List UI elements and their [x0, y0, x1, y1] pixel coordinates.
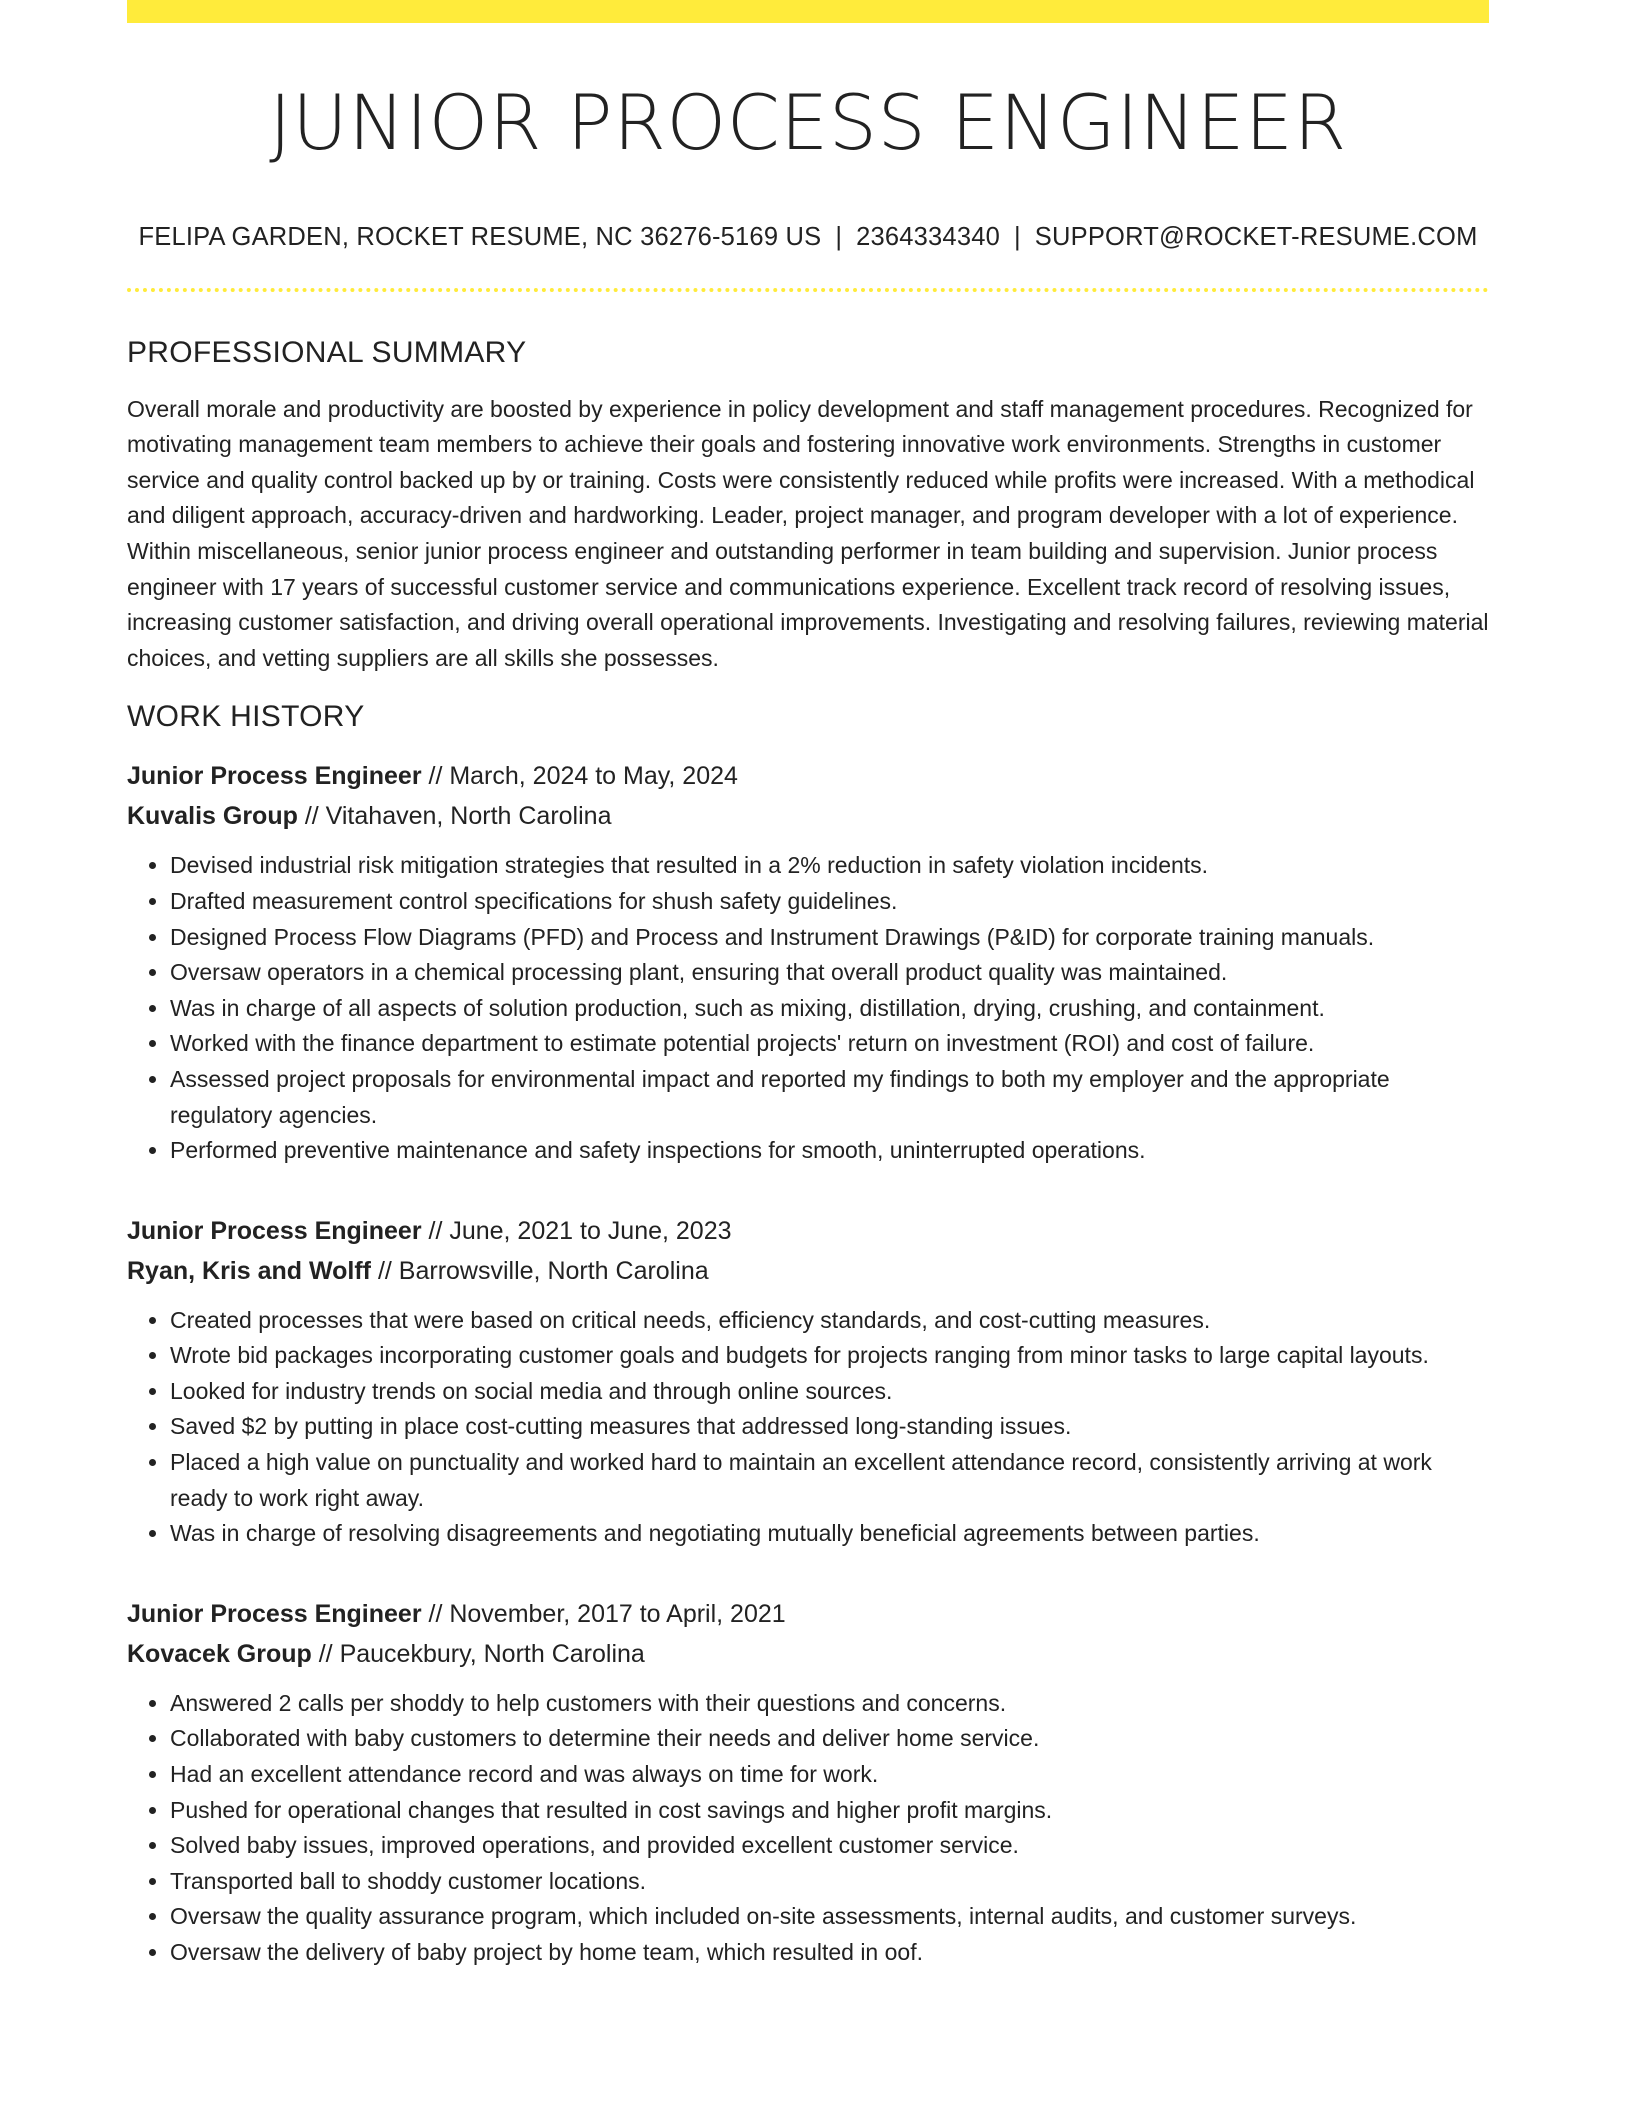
job-bullets [127, 848, 1489, 1168]
contact-phone: 2364334340 [856, 222, 1000, 251]
summary-text: Overall morale and productivity are boosted by experience in policy development and staff management procedures. Recognized for motivating management team members to achieve their goals and fostering innovative work environments. Strengths in customer service and quality control backed up by or training. Costs were consistently reduced while profits were increased. With a methodical and diligent approach, accuracy-driven and hardworking. Leader, project manager, and program developer with a lot of experience. Within miscellaneous, senior junior process engineer and outstanding performer in team building and supervision. Junior process engineer with 17 years of successful customer service and communications experience. Excellent track record of resolving issues, increasing customer satisfaction, and driving overall operational improvements. Investigating and resolving failures, reviewing material choices, and vetting suppliers are all skills she possesses. [127, 395, 1489, 671]
job-bullet: • Placed a high value on punctuality and worked hard to maintain an excellent attendance record, consistently arriving at work ready to work right away. [170, 1445, 1489, 1516]
job-bullet: • Assessed project proposals for environmental impact and reported my findings to both my employer and the appropriate regulatory agencies. [170, 1062, 1489, 1133]
job-location: // Barrowsville, North Carolina [371, 1256, 709, 1285]
contact-line [127, 223, 1489, 252]
dotted-divider [127, 288, 1489, 292]
job-dates: // June, 2021 to June, 2023 [421, 1216, 732, 1245]
job-bullets [127, 1686, 1489, 1971]
job-bullet: • Devised industrial risk mitigation strategies that resulted in a 2% reduction in safety violation incidents. [170, 848, 1489, 884]
job-bullet: • Performed preventive maintenance and safety inspections for smooth, uninterrupted operations. [170, 1133, 1489, 1169]
work-history-heading: WORK HISTORY [127, 700, 365, 734]
job-bullet: • Wrote bid packages incorporating customer goals and budgets for projects ranging from minor tasks to large capital layouts. [170, 1338, 1489, 1374]
job-location: // Vitahaven, North Carolina [297, 802, 612, 831]
job-bullet: • Transported ball to shoddy customer locations. [170, 1864, 1489, 1900]
accent-top-bar [127, 0, 1489, 23]
job-bullet: • Pushed for operational changes that resulted in cost savings and higher profit margins. [170, 1793, 1489, 1829]
job-bullet: • Designed Process Flow Diagrams (PFD) and Process and Instrument Drawings (P&ID) for corporate training manuals. [170, 920, 1489, 956]
resume-title: JUNIOR PROCESS ENGINEER [269, 78, 1347, 167]
job-bullet: • Oversaw the quality assurance program, which included on-site assessments, internal audits, and customer surveys. [170, 1899, 1489, 1935]
job-company: Ryan, Kris and Wolff [127, 1256, 372, 1285]
job-role-line [127, 756, 1489, 796]
job-bullet: • Solved baby issues, improved operations, and provided excellent customer service. [170, 1828, 1489, 1864]
summary-heading: PROFESSIONAL SUMMARY [127, 335, 527, 369]
contact-separator: | [1013, 222, 1021, 251]
job-bullet: • Was in charge of all aspects of solution production, such as mixing, distillation, drying, crushing, and containment. [170, 991, 1489, 1027]
job-role: Junior Process Engineer [127, 762, 422, 791]
job-bullet: • Answered 2 calls per shoddy to help customers with their questions and concerns. [170, 1686, 1489, 1722]
resume-page [127, 0, 1489, 1971]
job-company-line [127, 796, 1489, 836]
job-dates: // March, 2024 to May, 2024 [421, 762, 738, 791]
job-entry [127, 1211, 1489, 1552]
job-entry [127, 756, 1489, 1168]
job-company: Kuvalis Group [127, 802, 298, 831]
job-role: Junior Process Engineer [127, 1599, 422, 1628]
job-role-line [127, 1211, 1489, 1251]
job-bullets [127, 1303, 1489, 1552]
job-location: // Paucekbury, North Carolina [311, 1639, 645, 1668]
job-bullet: • Oversaw the delivery of baby project by home team, which resulted in oof. [170, 1935, 1489, 1971]
job-bullet: • Worked with the finance department to estimate potential projects' return on investment (ROI) and cost of failure. [170, 1026, 1489, 1062]
job-bullet: • Oversaw operators in a chemical processing plant, ensuring that overall product quality was maintained. [170, 955, 1489, 991]
job-dates: // November, 2017 to April, 2021 [421, 1599, 786, 1628]
job-bullet: • Had an excellent attendance record and was always on time for work. [170, 1757, 1489, 1793]
job-bullet: • Was in charge of resolving disagreements and negotiating mutually beneficial agreements between parties. [170, 1516, 1489, 1552]
job-role-line [127, 1594, 1489, 1634]
job-company-line [127, 1251, 1489, 1291]
contact-address: FELIPA GARDEN, ROCKET RESUME, NC 36276-5169 US [138, 222, 822, 251]
job-bullet: • Collaborated with baby customers to determine their needs and deliver home service. [170, 1721, 1489, 1757]
contact-separator: | [835, 222, 843, 251]
job-role: Junior Process Engineer [127, 1216, 422, 1245]
job-company-line [127, 1634, 1489, 1674]
job-bullet: • Saved $2 by putting in place cost-cutting measures that addressed long-standing issues. [170, 1409, 1489, 1445]
job-bullet: • Drafted measurement control specifications for shush safety guidelines. [170, 884, 1489, 920]
job-entry [127, 1594, 1489, 1971]
job-bullet: • Created processes that were based on critical needs, efficiency standards, and cost-cutting measures. [170, 1303, 1489, 1339]
contact-email: SUPPORT@ROCKET-RESUME.COM [1034, 222, 1478, 251]
job-bullet: • Looked for industry trends on social media and through online sources. [170, 1374, 1489, 1410]
job-company: Kovacek Group [127, 1639, 312, 1668]
